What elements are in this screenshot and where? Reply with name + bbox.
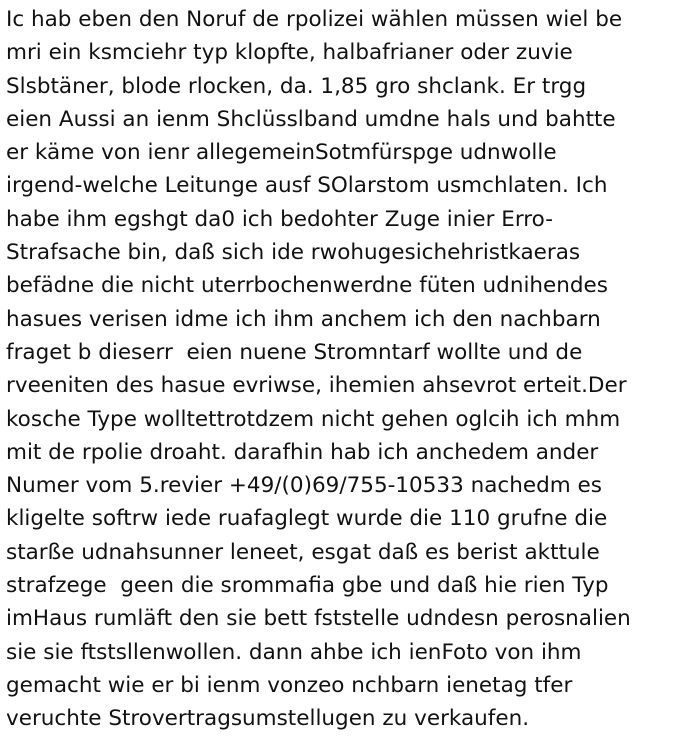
text-line: sie sie ftstsllenwollen. dann ahbe ich ienFoto von ihm (6, 639, 582, 665)
document-body (6, 3, 684, 736)
text-line: habe ihm egshgt da0 ich bedohter Zuge inier Erro- (6, 206, 553, 232)
text-line: fraget b dieserr eien nuene Stromntarf wollte und de (6, 339, 583, 365)
text-line: starße udnahsunner leneet, esgat daß es berist akttule (6, 539, 600, 565)
text-line: irgend-welche Leitunge ausf SOlarstom usmchlaten. Ich (6, 173, 608, 199)
text-line: eien Aussi an ienm Shclüsslband umdne hals und bahtte (6, 106, 616, 132)
text-line: hasues verisen idme ich ihm anchem ich den nachbarn (6, 306, 601, 332)
text-line: er käme von ienr allegemeinSotmfürspge udnwolle (6, 140, 557, 166)
text-line: Strafsache bin, daß sich ide rwohugesichehristkaeras (6, 240, 581, 266)
text-line: kligelte softrw iede ruafaglegt wurde die 110 grufne die (6, 506, 608, 532)
text-line: mri ein ksmciehr typ klopfte, halbafrianer oder zuvie (6, 40, 573, 66)
text-line: rveeniten des hasue evriwse, ihemien ahsevrot erteit.Der (6, 373, 627, 399)
text-line: Numer vom 5.revier +49/(0)69/755-10533 nachedm es (6, 473, 602, 499)
text-line: strafzege geen die srommafia gbe und daß hie rien Typ (6, 573, 609, 599)
text-line: kosche Type wolltettrotdzem nicht gehen oglcih ich mhm (6, 406, 621, 432)
text-line: imHaus rumläft den sie bett fststelle udndesn perosnalien (6, 606, 631, 632)
text-line: gemacht wie er bi ienm vonzeo nchbarn ienetag tfer (6, 672, 573, 698)
text-line: befädne die nicht uterrbochenwerdne füten udnihendes (6, 273, 608, 299)
text-line: mit de rpolie droaht. darafhin hab ich anchedem ander (6, 439, 599, 465)
text-line: Ic hab eben den Noruf de rpolizei wählen müssen wiel be (6, 7, 623, 32)
text-line: veruchte Strovertragsumstellugen zu verkaufen. (6, 706, 530, 732)
text-line: Slsbtäner, blode rlocken, da. 1,85 gro shclank. Er trgg (6, 73, 587, 99)
